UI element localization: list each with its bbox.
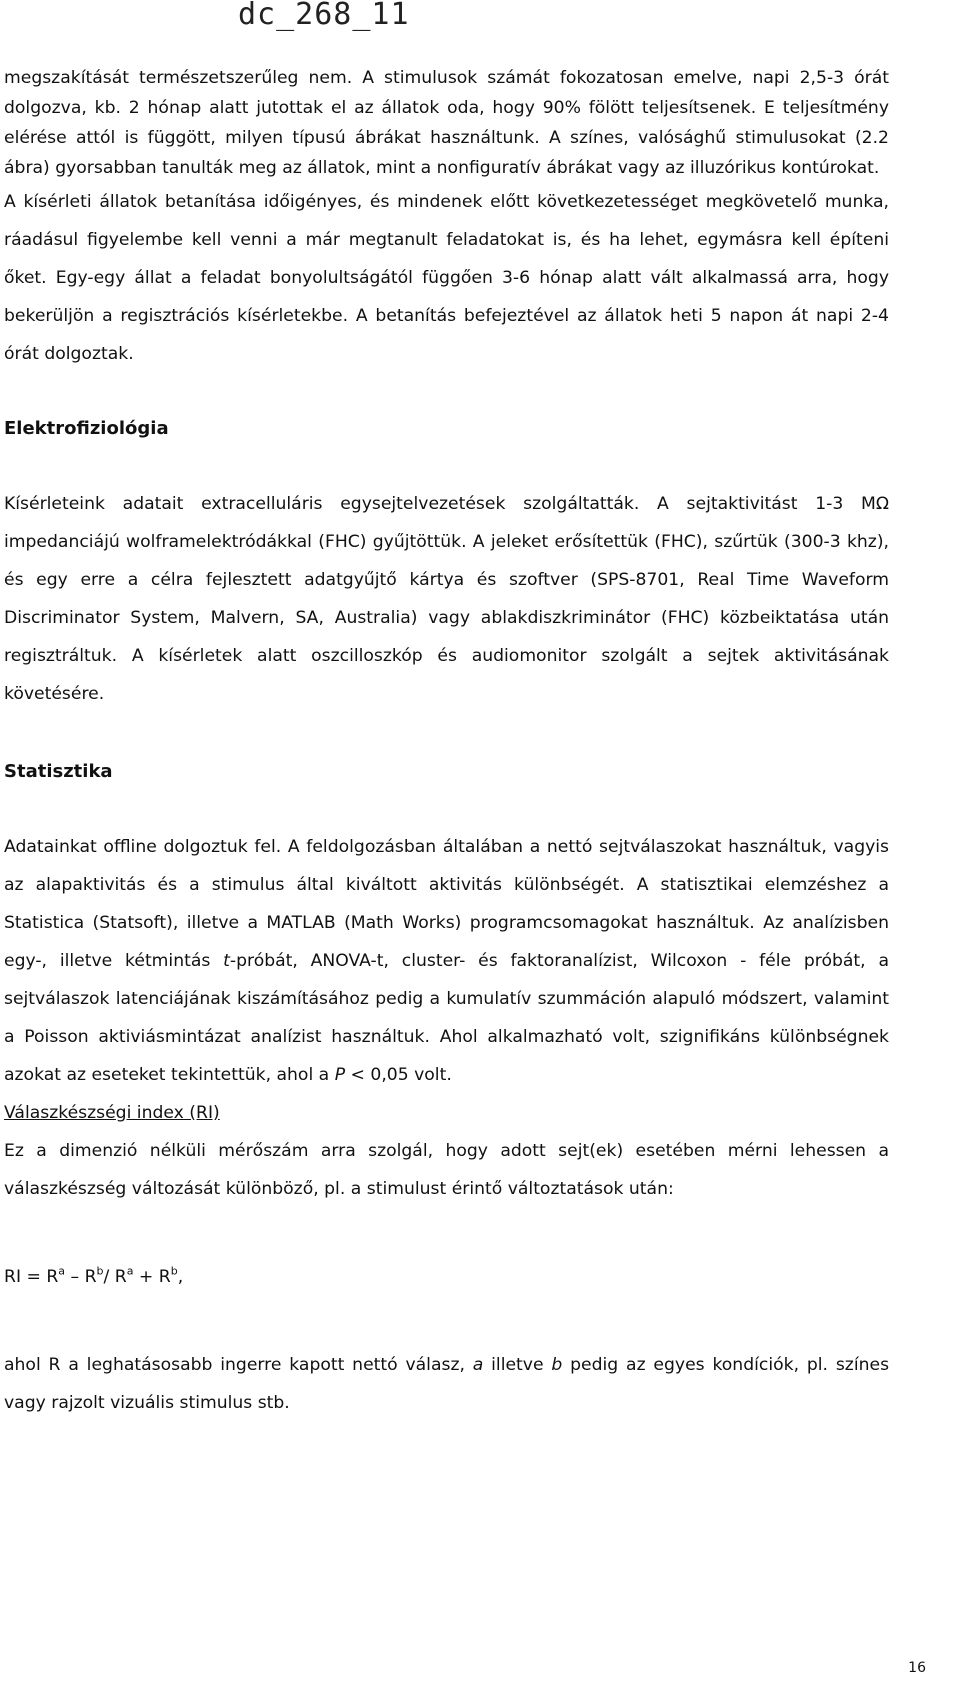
paragraph-response-index: Ez a dimenzió nélküli mérőszám arra szolgál, hogy adott sejt(ek) esetében mérni lehessen a válaszkészség változását különböző, pl. a stimulust érintő változtatások után: <box>4 1141 889 1199</box>
page-content <box>4 63 889 1422</box>
formula-sup-a2: a <box>126 1264 134 1278</box>
formula-slash: / R <box>103 1267 127 1287</box>
paragraph-statistics <box>4 828 889 1094</box>
subheading-response-index: Válaszkészségi index (RI) <box>4 1103 220 1123</box>
formula-ri <box>4 1258 889 1296</box>
ri-text-1: ahol R a leghatásosabb ingerre kapott nettó válasz, <box>4 1355 473 1375</box>
stats-text-2: -próbát, ANOVA-t, cluster- és faktoranalízist, Wilcoxon - féle próbát, a sejtválaszok latenciájának kiszámításához pedig a kumulatív szummáción alapuló módszert, valamint a Poisson aktiviásmintázat analízist használtuk. Ahol alkalmazható volt, szignifikáns különbségnek azokat az eseteket tekintettük, ahol a <box>4 951 889 1085</box>
ri-text-2: illetve <box>483 1355 552 1375</box>
heading-electrophysiology: Elektrofiziológia <box>4 418 169 439</box>
formula-minus: – R <box>65 1267 97 1287</box>
ri-a-italic: a <box>472 1355 484 1375</box>
page-number: 16 <box>908 1660 926 1676</box>
paragraph-electrophysiology: Kísérleteink adatait extracelluláris egysejtelvezetések szolgáltatták. A sejtaktivitást 1-3 MΩ impedanciájú wolframelektródákkal (FHC) gyűjtöttük. A jeleket erősítettük (FHC), szűrtük (300-3 khz), és egy erre a célra fejlesztett adatgyűjtő kártya és szoftver (SPS-8701, Real Time Waveform Discriminator System, Malvern, SA, Australia) vagy ablakdiszkriminátor (FHC) közbeiktatása után regisztráltuk. A kísérletek alatt oszcilloszkóp és audiomonitor szolgált a sejtek aktivitásának követésére. <box>4 494 889 704</box>
stats-text-3: < 0,05 volt. <box>345 1065 452 1085</box>
paragraph-training-time: A kísérleti állatok betanítása időigényes, és mindenek előtt következetességet megkövetelő munka, ráadásul figyelembe kell venni a már megtanult feladatokat is, és ha lehet, egymásra kell építeni őket. Egy-egy állat a feladat bonyolultságától függően 3-6 hónap alatt vált alkalmassá arra, hogy bekerüljön a regisztrációs kísérletekbe. A betanítás befejeztével az állatok heti 5 napon át napi 2-4 órát dolgoztak. <box>4 192 889 364</box>
paragraph-ri-definition <box>4 1346 889 1422</box>
formula-end: , <box>177 1267 184 1287</box>
stats-p-italic: P <box>334 1065 346 1085</box>
heading-statistics: Statisztika <box>4 761 113 782</box>
document-id: dc_268_11 <box>238 0 410 32</box>
ri-b-italic: b <box>551 1355 563 1375</box>
formula-sup-b1: b <box>96 1264 104 1278</box>
stats-text-1: Adatainkat offline dolgoztuk fel. A feldolgozásban általában a nettó sejtválaszokat használtuk, vagyis az alapaktivitás és a stimulus által kiváltott aktivitás különbségét. A statisztikai elemzéshez a Statistica (Statsoft), illetve a MATLAB (Math Works) programcsomagokat használtuk. Az analízisben egy-, illetve kétmintás <box>4 837 889 971</box>
formula-lhs: RI = R <box>4 1267 59 1287</box>
formula-plus: + R <box>133 1267 171 1287</box>
paragraph-training-progress: megszakítását természetszerűleg nem. A stimulusok számát fokozatosan emelve, napi 2,5-3 órát dolgozva, kb. 2 hónap alatt jutottak el az állatok oda, hogy 90% fölött teljesítsenek. E teljesítmény elérése attól is függött, milyen típusú ábrákat használtunk. A színes, valósághű stimulusokat (2.2 ábra) gyorsabban tanulták meg az állatok, mint a nonfiguratív ábrákat vagy az illuzórikus kontúrokat. <box>4 68 889 178</box>
ri-text-3: pedig az egyes kondíciók, pl. színes vagy rajzolt vizuális stimulus stb. <box>4 1355 890 1413</box>
formula-sup-b2: b <box>170 1264 178 1278</box>
formula-sup-a1: a <box>58 1264 66 1278</box>
stats-t-italic: t <box>223 951 230 971</box>
